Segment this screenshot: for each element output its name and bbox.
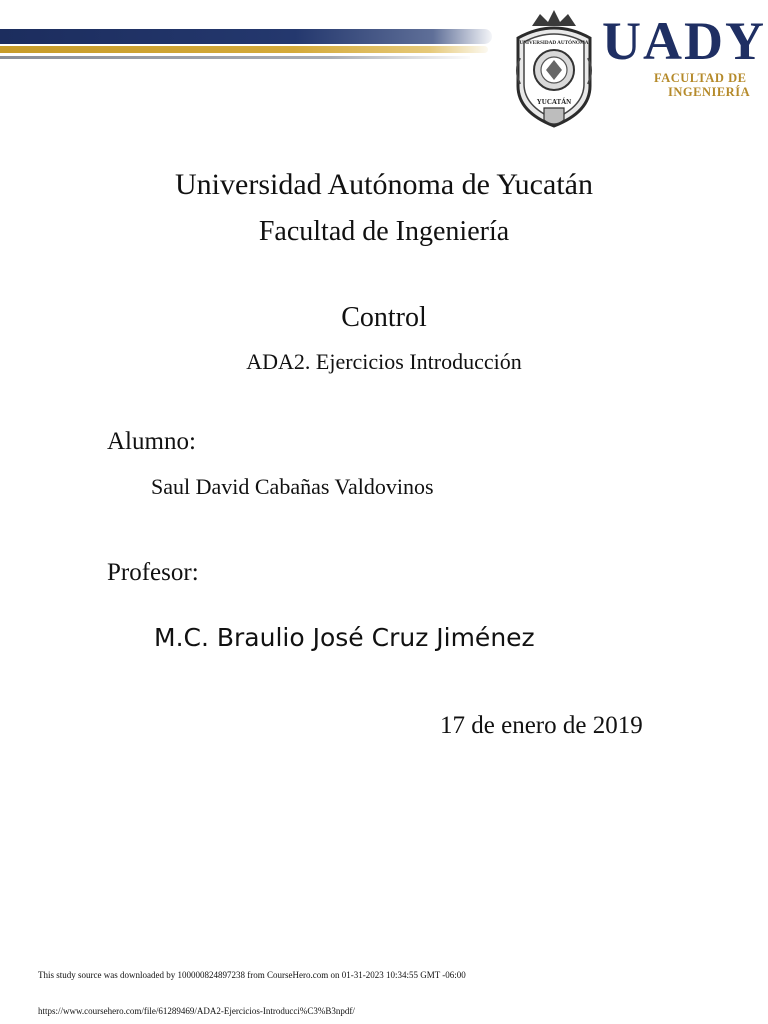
- course-name: Control: [341, 302, 427, 333]
- logo-subtitle-line-2: INGENIERÍA: [668, 85, 751, 99]
- faculty-title: Facultad de Ingeniería: [258, 216, 510, 247]
- header-stripe-navy: [0, 29, 492, 44]
- source-url[interactable]: https://www.coursehero.com/file/61289469/ADA2-Ejercicios-Introducci%C3%B3npdf/: [38, 1006, 355, 1016]
- professor-heading: Profesor:: [107, 559, 199, 586]
- uady-logo-text: UADY: [602, 11, 766, 71]
- assignment-title: ADA2. Ejercicios Introducción: [246, 349, 522, 374]
- professor-name: M.C. Braulio José Cruz Jiménez: [154, 623, 535, 652]
- header-stripe-gray: [0, 56, 470, 59]
- header-stripe-gold: [0, 46, 488, 53]
- uady-seal-logo: [510, 8, 598, 130]
- university-title: Universidad Autónoma de Yucatán: [175, 168, 593, 201]
- document-date: 17 de enero de 2019: [440, 712, 643, 739]
- student-name: Saul David Cabañas Valdovinos: [151, 474, 434, 499]
- logo-subtitle-line-1: FACULTAD DE: [654, 71, 747, 85]
- download-notice: This study source was downloaded by 100000824897238 from CourseHero.com on 01-31-2023 10:34:55 GMT -06:00: [38, 970, 466, 980]
- student-heading: Alumno:: [107, 428, 196, 455]
- seal-text-top: UNIVERSIDAD AUTÓNOMA: [519, 40, 589, 46]
- seal-text-bottom: YUCATÁN: [536, 98, 572, 106]
